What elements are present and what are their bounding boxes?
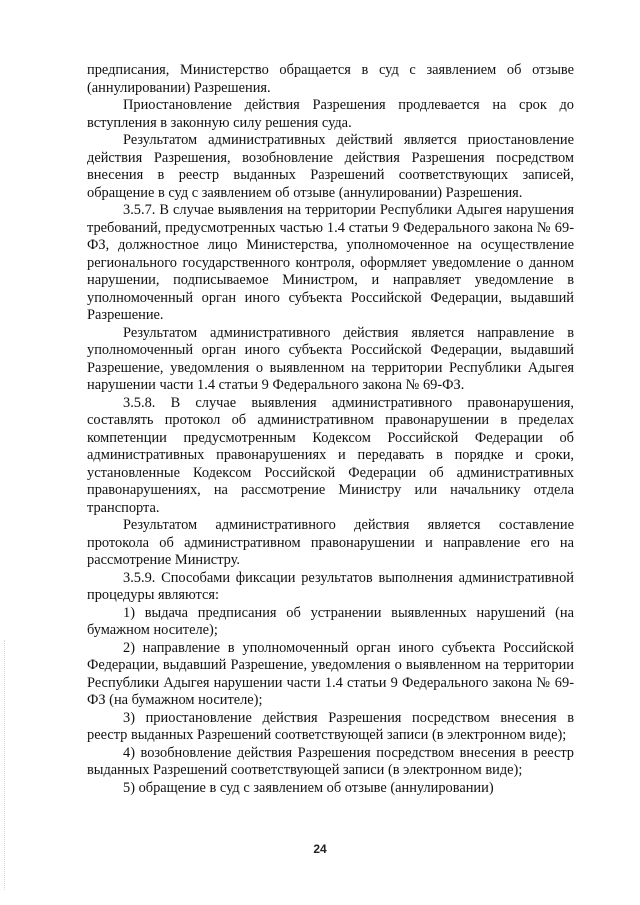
list-item: 5) обращение в суд с заявлением об отзыве (аннулировании)	[123, 779, 494, 796]
document-body	[87, 62, 574, 797]
paragraph-3-5-8: 3.5.8. В случае выявления административного правонарушения, составлять протокол об административном правонарушении в пределах компетенции предусмотренным Кодексом Российской Федерации об административных правонарушениях и передавать в порядке и сроки, установленные Кодексом Российской Федерации об административных правонарушениях, на рассмотрение Министру или начальнику отдела транспорта.	[87, 394, 574, 516]
paragraph: Результатом административных действий является приостановление действия Разрешения, возобновление действия Разрешения посредством внесения в реестр выданных Разрешений соответствующих записей, обращение в суд с заявлением об отзыве (аннулировании) Разрешения.	[87, 132, 574, 201]
page-number: 24	[313, 842, 327, 856]
paragraph-3-5-7: 3.5.7. В случае выявления на территории Республики Адыгея нарушения требований, предусмотренных частью 1.4 статьи 9 Федерального закона № 69-ФЗ, должностное лицо Министерства, уполномоченное на осуществление регионального государственного контроля, оформляет уведомление о данном нарушении, подписываемое Министром, и направляет уведомление в уполномоченный орган иного субъекта Российской Федерации, выдавший Разрешение.	[87, 202, 574, 323]
paragraph-3-5-9: 3.5.9. Способами фиксации результатов выполнения административной процедуры являются:	[87, 569, 574, 603]
paragraph: Приостановление действия Разрешения продлевается на срок до вступления в законную силу решения суда.	[87, 97, 574, 131]
paragraph: Результатом административного действия является направление в уполномоченный орган иного субъекта Российской Федерации, выдавший Разрешение, уведомления о выявленном на территории Республики Адыгея нарушении части 1.4 статьи 9 Федерального закона № 69-ФЗ.	[87, 324, 574, 393]
list-item: 1) выдача предписания об устранении выявленных нарушений (на бумажном носителе);	[87, 604, 574, 638]
list-item: 4) возобновление действия Разрешения посредством внесения в реестр выданных Разрешений соответствующей записи (в электронном виде);	[87, 744, 574, 778]
paragraph-continuation: предписания, Министерство обращается в суд с заявлением об отзыве (аннулировании) Разрешения.	[87, 62, 574, 96]
list-item: 2) направление в уполномоченный орган иного субъекта Российской Федерации, выдавший Разрешение, уведомления о выявленном на территории Республики Адыгея нарушении части 1.4 статьи 9 Федерального закона № 69-ФЗ (на бумажном носителе);	[87, 639, 574, 708]
paragraph: Результатом административного действия является составление протокола об административном правонарушении и направление его на рассмотрение Министру.	[87, 517, 574, 568]
list-item: 3) приостановление действия Разрешения посредством внесения в реестр выданных Разрешений соответствующей записи (в электронном виде);	[87, 709, 574, 743]
